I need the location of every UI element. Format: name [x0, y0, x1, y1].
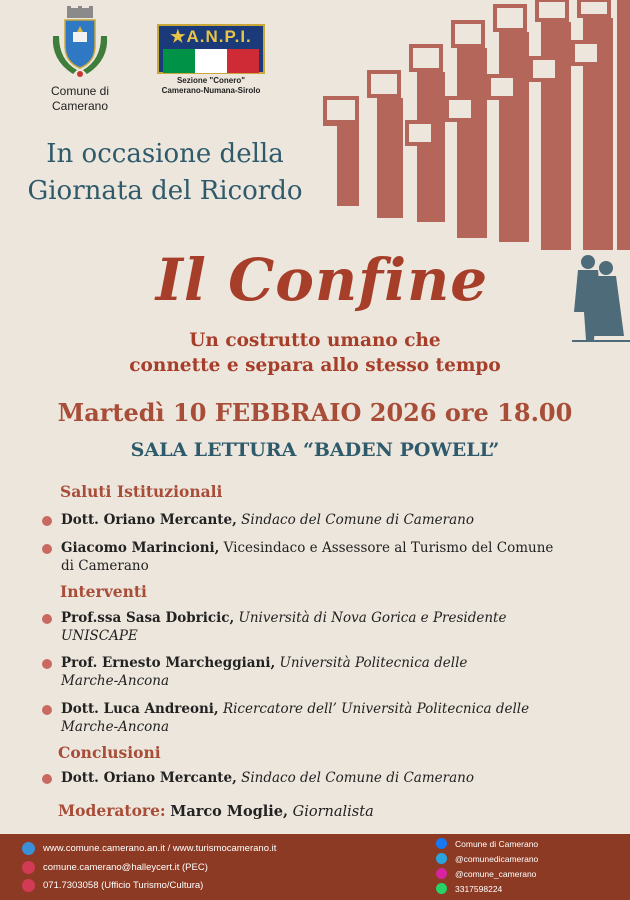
- footer-whatsapp-text[interactable]: 3317598224: [455, 883, 503, 894]
- event-subtitle: [60, 328, 570, 378]
- globe-icon: [22, 842, 35, 855]
- occasion-line1: In occasione della: [46, 139, 284, 169]
- footer-email-text[interactable]: comune.camerano@halleycert.it (PEC): [43, 862, 208, 873]
- program-item: [42, 769, 602, 787]
- subtitle-line1: Un costrutto umano che: [189, 330, 441, 351]
- subtitle-line2: connette e separa allo stesso tempo: [129, 355, 501, 376]
- speaker-name: Prof. Ernesto Marcheggiani,: [61, 655, 276, 671]
- anpi-logo: [152, 24, 270, 96]
- speaker-role: Università Politecnica delle Marche-Ancona: [61, 655, 468, 689]
- speaker-role: Sindaco del Comune di Camerano: [241, 512, 474, 528]
- event-title: Il Confine: [155, 246, 489, 314]
- bullet-icon: [42, 614, 52, 624]
- footer-facebook[interactable]: [436, 838, 538, 849]
- program-item: [42, 700, 532, 736]
- couple-silhouette-illustration: [566, 252, 630, 344]
- camerano-logo: [40, 6, 120, 114]
- moderator-line: [58, 801, 374, 820]
- moderator-label: Moderatore:: [58, 801, 166, 820]
- program-item: [42, 609, 542, 645]
- whatsapp-icon: [436, 883, 447, 894]
- telegram-icon: [436, 853, 447, 864]
- footer-phone[interactable]: [22, 879, 203, 892]
- moderator-name: Marco Moglie,: [170, 803, 289, 820]
- speaker-name: Dott. Luca Andreoni,: [61, 701, 219, 717]
- footer-instagram-text[interactable]: @comune_camerano: [455, 868, 537, 879]
- footer-facebook-text[interactable]: Comune di Camerano: [455, 838, 539, 849]
- mail-icon: [22, 861, 35, 874]
- speaker-name: Prof.ssa Sasa Dobricic,: [61, 610, 235, 626]
- instagram-icon: [436, 868, 447, 879]
- bullet-icon: [42, 544, 52, 554]
- speaker-role: Università di Nova Gorica e Presidente UNISCAPE: [61, 610, 507, 644]
- program-item: [42, 511, 602, 529]
- footer-website-text[interactable]: www.comune.camerano.an.it / www.turismocamerano.it: [43, 843, 277, 854]
- conclusioni-heading: Conclusioni: [58, 743, 161, 762]
- footer-bar: [0, 834, 630, 900]
- camerano-name: Comune di Camerano: [50, 84, 110, 113]
- footer-whatsapp[interactable]: [436, 883, 502, 894]
- speaker-role: Sindaco del Comune di Camerano: [241, 770, 474, 786]
- speaker-name: Dott. Oriano Mercante,: [61, 512, 237, 528]
- bullet-icon: [42, 705, 52, 715]
- footer-telegram-text[interactable]: @comunedicamerano: [455, 853, 539, 864]
- italian-flag-icon: [163, 49, 259, 73]
- bullet-icon: [42, 774, 52, 784]
- camerano-crest-icon: [47, 6, 113, 82]
- footer-telegram[interactable]: [436, 853, 538, 864]
- phone-icon: [22, 879, 35, 892]
- event-venue: SALA LETTURA “BADEN POWELL”: [130, 439, 500, 461]
- speaker-name: Dott. Oriano Mercante,: [61, 770, 237, 786]
- occasion-line2: Giornata del Ricordo: [27, 176, 303, 206]
- footer-phone-text[interactable]: 071.7303058 (Ufficio Turismo/Cultura): [43, 880, 204, 891]
- speaker-name: Giacomo Marincioni,: [61, 540, 220, 556]
- footer-instagram[interactable]: [436, 868, 536, 879]
- moderator-role: Giornalista: [292, 804, 374, 820]
- footer-email[interactable]: [22, 861, 208, 874]
- program-item: [42, 539, 562, 575]
- anpi-acronym: ★A.N.P.I.: [170, 27, 252, 46]
- anpi-towns: Camerano-Numana-Sirolo: [161, 86, 261, 95]
- protest-crowd-illustration: [305, 0, 630, 250]
- program-section: [0, 478, 630, 828]
- event-date: Martedì 10 FEBBRAIO 2026 ore 18.00: [57, 398, 573, 427]
- facebook-icon: [436, 838, 447, 849]
- interventi-heading: Interventi: [60, 582, 147, 601]
- bullet-icon: [42, 659, 52, 669]
- anpi-section: Sezione "Conero": [176, 76, 246, 85]
- speaker-role: Vicesindaco e Assessore al Turismo del Comune di Camerano: [61, 540, 554, 574]
- program-item: [42, 654, 512, 690]
- saluti-heading: Saluti Istituzionali: [60, 482, 223, 501]
- anpi-badge: [157, 24, 265, 74]
- footer-website[interactable]: [22, 842, 276, 855]
- bullet-icon: [42, 516, 52, 526]
- speaker-role: Ricercatore dell’ Università Politecnica delle Marche-Ancona: [61, 701, 530, 735]
- occasion-heading: [0, 136, 330, 210]
